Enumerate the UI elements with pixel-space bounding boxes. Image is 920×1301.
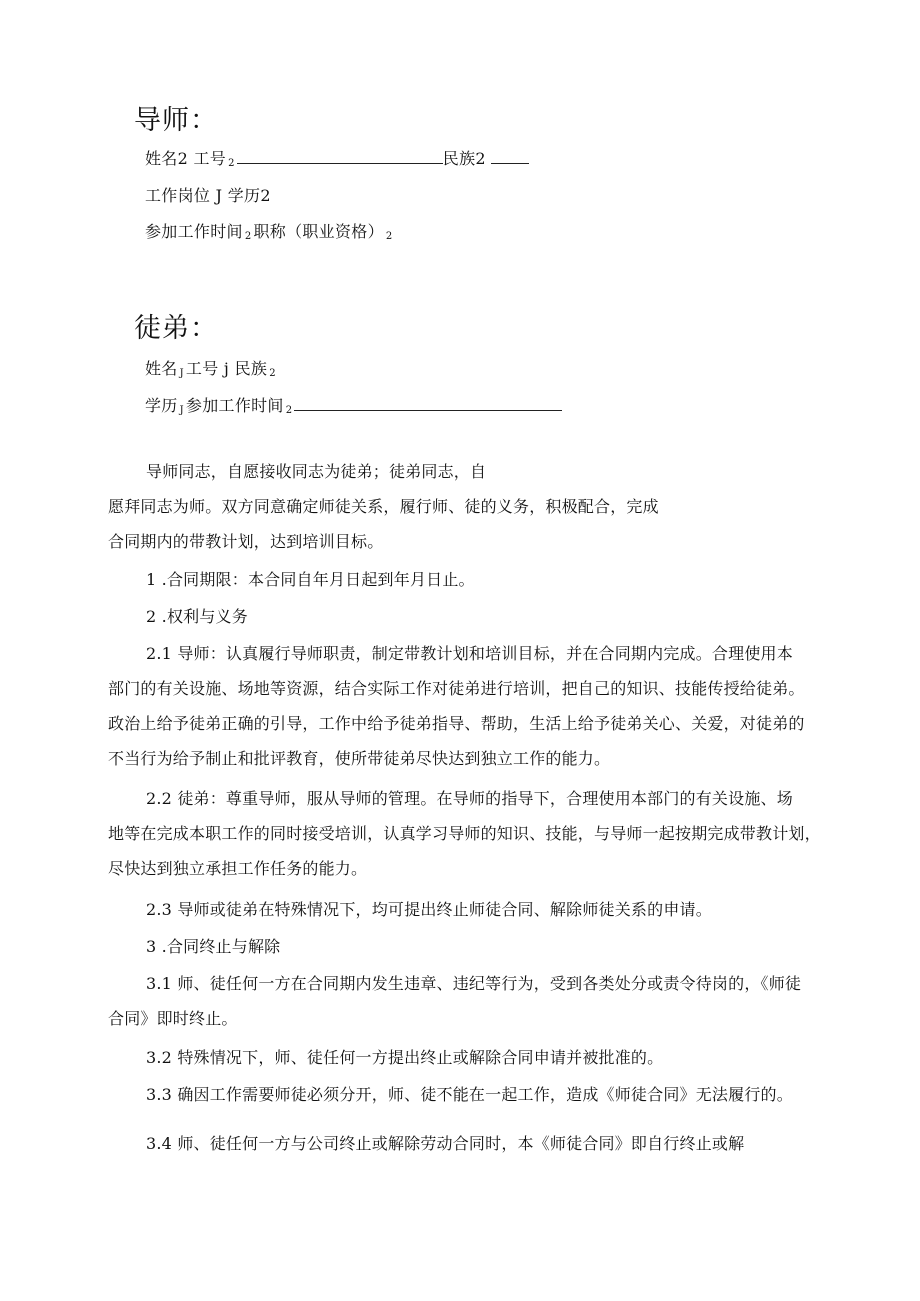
clause-2-1-line-2: 部门的有关设施、场地等资源，结合实际工作对徒弟进行培训，把自己的知识、技能传授给徒弟。 xyxy=(108,679,805,698)
mentor-row-2: 工作岗位 J 学历2 xyxy=(145,186,271,205)
mentor-row-3: 参加工作时间 $_2$ 职称（职业资格） $_2$ xyxy=(145,222,393,242)
clause-3-4: 3.4 师、徒任何一方与公司终止或解除劳动合同时，本《师徒合同》即自行终止或解 xyxy=(146,1134,745,1153)
apprentice-time-blank xyxy=(294,397,562,411)
apprentice-row-2: 学历 $_J$ 参加工作时间 $_2$ xyxy=(145,393,562,416)
intro-line-1: 导师同志，自愿接收同志为徒弟；徒弟同志，自 xyxy=(146,462,487,481)
mentor-id-blank xyxy=(237,150,443,164)
clause-2-2-line-2: 地等在完成本职工作的同时接受培训，认真学习导师的知识、技能，与导师一起按期完成带教计划， xyxy=(108,824,821,843)
clause-3: 3 .合同终止与解除 xyxy=(146,937,281,956)
clause-3-2: 3.2 特殊情况下，师、徒任何一方提出终止或解除合同申请并被批准的。 xyxy=(146,1048,664,1067)
intro-line-2: 愿拜同志为师。双方同意确定师徒关系，履行师、徒的义务，积极配合，完成 xyxy=(108,497,659,516)
clause-3-1-line-2: 合同》即时终止。 xyxy=(108,1009,238,1028)
clause-3-1-line-1: 3.1 师、徒任何一方在合同期内发生违章、违纪等行为，受到各类处分或责令待岗的，《师徒 xyxy=(146,974,802,993)
clause-2-1-line-4: 不当行为给予制止和批评教育，使所带徒弟尽快达到独立工作的能力。 xyxy=(108,749,611,768)
clause-2: 2 .权利与义务 xyxy=(146,607,248,626)
clause-2-3: 2.3 导师或徒弟在特殊情况下，均可提出终止师徒合同、解除师徒关系的申请。 xyxy=(146,900,712,919)
clause-2-1-line-3: 政治上给予徒弟正确的引导，工作中给予徒弟指导、帮助，生活上给予徒弟关心、关爱，对徒弟的 xyxy=(108,714,805,733)
apprentice-heading: 徒弟： xyxy=(134,313,218,344)
clause-3-3: 3.3 确因工作需要师徒必须分开，师、徒不能在一起工作，造成《师徒合同》无法履行的。 xyxy=(146,1085,793,1104)
clause-2-2-line-1: 2.2 徒弟：尊重导师，服从导师的管理。在导师的指导下，合理使用本部门的有关设施、场 xyxy=(146,789,793,808)
clause-2-1-line-1: 2.1 导师：认真履行导师职责，制定带教计划和培训目标，并在合同期内完成。合理使用本 xyxy=(146,644,793,663)
mentor-ethnicity-blank xyxy=(491,150,529,164)
intro-line-3: 合同期内的带教计划，达到培训目标。 xyxy=(108,532,384,551)
clause-2-2-line-3: 尽快达到独立承担工作任务的能力。 xyxy=(108,859,368,878)
mentor-row-1: 姓名2 工号 $_2$ 民族2 xyxy=(145,146,529,169)
mentor-heading: 导师： xyxy=(134,105,218,136)
clause-1: 1 .合同期限：本合同自年月日起到年月日止。 xyxy=(146,570,475,589)
apprentice-row-1: 姓名 $_J$ 工号 j 民族 $_2$ xyxy=(145,359,276,379)
